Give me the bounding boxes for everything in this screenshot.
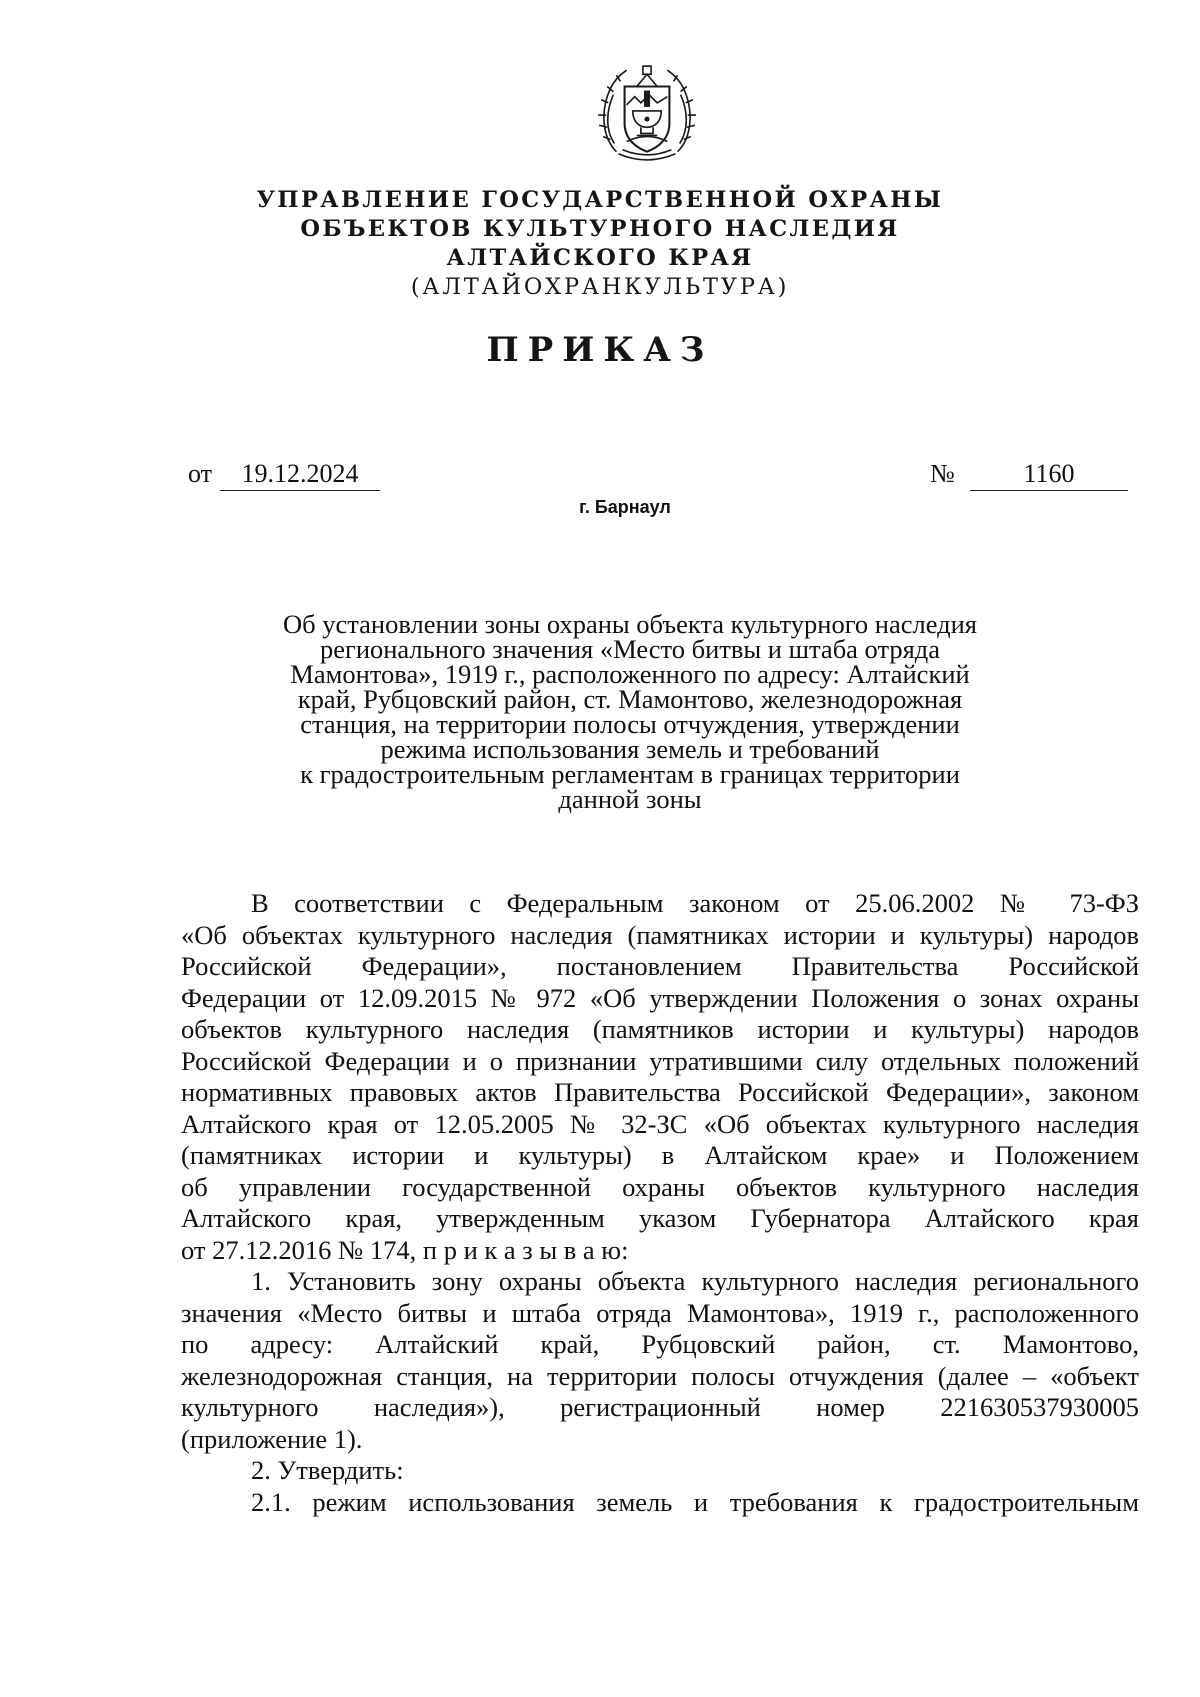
body-line: объектов культурного наследия (памятников истории и культуры) народов [181, 1014, 1139, 1044]
org-name-line-1: УПРАВЛЕНИЕ ГОСУДАРСТВЕННОЙ ОХРАНЫ [256, 187, 944, 213]
organization-header [0, 186, 1200, 302]
body-line: В соответствии с Федеральным законом от 25.06.2002 № 73-ФЗ [251, 888, 1139, 918]
order-title [210, 609, 1050, 814]
body-line: от 27.12.2016 № 174, п р и к а з ы в а ю: [181, 1234, 629, 1265]
body-line: Российской Федерации», постановлением Правительства Российской [181, 951, 1139, 981]
body-line: нормативных правовых актов Правительства Российской Федерации», законом [181, 1077, 1139, 1107]
title-line: к градостроительным регламентам в границах территории [300, 759, 960, 789]
body-line: «Об объектах культурного наследия (памятниках истории и культуры) народов [181, 919, 1139, 950]
title-line: данной зоны [558, 784, 702, 814]
org-short-name: (АЛТАЙОХРАНКУЛЬТУРА) [410, 274, 790, 300]
title-line: Мамонтова», 1919 г., расположенного по адресу: Алтайский [290, 659, 970, 689]
order-body [181, 888, 1139, 1518]
body-line: 1. Установить зону охраны объекта культурного наследия регионального [251, 1266, 1139, 1296]
body-line: железнодорожная станция, на территории полосы отчуждения (далее – «объект [181, 1360, 1139, 1391]
org-name-line-3: АЛТАЙСКОГО КРАЯ [446, 245, 754, 271]
body-line: (памятниках истории и культуры) в Алтайском крае» и Положением [181, 1140, 1139, 1170]
body-line: об управлении государственной охраны объектов культурного наследия [181, 1171, 1139, 1202]
city-label: г. Барнаул [579, 497, 671, 517]
body-line: Алтайского края, утвержденным указом Губернатора Алтайского края [181, 1203, 1139, 1233]
body-line: культурного наследия»), регистрационный номер 221630537930005 [181, 1392, 1139, 1422]
title-line: регионального значения «Место битвы и штаба отряда [319, 634, 941, 664]
number-sign: № [930, 459, 955, 488]
body-line: по адресу: Алтайский край, Рубцовский район, ст. Мамонтово, [181, 1329, 1139, 1359]
coat-of-arms-icon [596, 60, 698, 166]
org-name-line-2: ОБЪЕКТОВ КУЛЬТУРНОГО НАСЛЕДИЯ [300, 216, 900, 242]
document-number: 1160 [970, 458, 1128, 491]
document-type-heading: ПРИКАЗ [486, 330, 714, 370]
title-line: край, Рубцовский район, ст. Мамонтово, железнодорожная [297, 684, 963, 714]
body-line: 2. Утвердить: [251, 1455, 404, 1485]
title-line: режима использования земель и требований [380, 734, 880, 764]
date-prefix: от [188, 459, 213, 488]
body-line: Алтайского края от 12.05.2005 № 32-ЗС «Об объектах культурного наследия [181, 1108, 1139, 1139]
body-line: Российской Федерации и о признании утратившими силу отдельных положений [181, 1045, 1139, 1076]
body-line: (приложение 1). [181, 1423, 363, 1454]
title-line: Об установлении зоны охраны объекта культурного наследия [283, 609, 977, 639]
title-line: станция, на территории полосы отчуждения, утверждении [300, 709, 960, 739]
document-date: 19.12.2024 [220, 458, 380, 491]
body-line: 2.1. режим использования земель и требования к градостроительным [251, 1486, 1139, 1517]
body-line: Федерации от 12.09.2015 № 972 «Об утверждении Положения о зонах охраны [181, 982, 1139, 1013]
body-line: значения «Место битвы и штаба отряда Мамонтова», 1919 г., расположенного [181, 1297, 1139, 1328]
